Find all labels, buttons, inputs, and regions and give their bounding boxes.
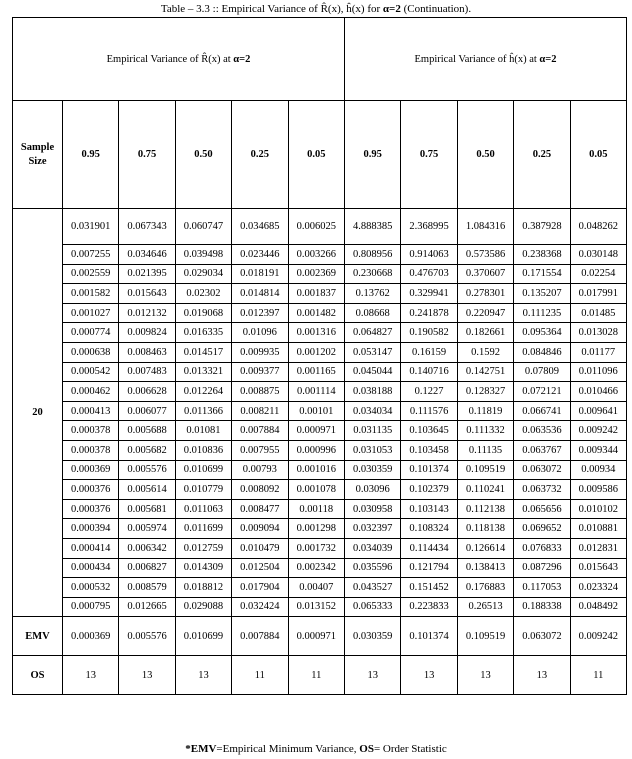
header-left-at: at	[220, 53, 234, 65]
emv-cell: 0.000971	[288, 617, 344, 656]
table-cell: 0.118138	[457, 519, 513, 539]
table-cell: 0.063767	[514, 440, 570, 460]
table-cell: 0.000774	[63, 323, 119, 343]
caption-alpha: α=2	[382, 3, 401, 15]
table-row	[13, 597, 627, 617]
table-row	[13, 499, 627, 519]
table-cell: 0.034685	[232, 209, 288, 245]
table-cell: 0.000971	[288, 421, 344, 441]
header-right-title: Empirical Variance of	[414, 53, 510, 65]
table-cell: 0.914063	[401, 245, 457, 265]
table-row	[13, 558, 627, 578]
sample-size-value: 20	[13, 209, 63, 617]
table-cell: 0.009824	[119, 323, 175, 343]
header-right-at: at	[526, 53, 540, 65]
table-cell: 0.031053	[345, 440, 401, 460]
table-cell: 0.102379	[401, 480, 457, 500]
table-cell: 0.002369	[288, 264, 344, 284]
table-cell: 0.034646	[119, 245, 175, 265]
table-cell: 0.010699	[175, 460, 231, 480]
table-cell: 0.009935	[232, 342, 288, 362]
table-cell: 0.029034	[175, 264, 231, 284]
table-cell: 0.007255	[63, 245, 119, 265]
table-cell: 0.223833	[401, 597, 457, 617]
table-cell: 0.014814	[232, 284, 288, 304]
table-cell: 0.220947	[457, 303, 513, 323]
table-cell: 0.013152	[288, 597, 344, 617]
table-cell: 0.142751	[457, 362, 513, 382]
table-cell: 0.048262	[570, 209, 626, 245]
table-cell: 0.060747	[175, 209, 231, 245]
table-cell: 0.190582	[401, 323, 457, 343]
table-row	[13, 284, 627, 304]
sample-size-line-1: Sample	[20, 141, 55, 153]
caption-prefix: Table – 3.3 :: Empirical Variance of	[160, 3, 321, 15]
table-cell: 0.009344	[570, 440, 626, 460]
table-cell: 0.329941	[401, 284, 457, 304]
table-cell: 0.001114	[288, 382, 344, 402]
table-cell: 0.065656	[514, 499, 570, 519]
table-cell: 0.010836	[175, 440, 231, 460]
os-cell: 13	[63, 656, 119, 695]
table-row	[13, 421, 627, 441]
os-row	[13, 656, 627, 695]
table-cell: 0.008092	[232, 480, 288, 500]
footnote	[0, 742, 632, 756]
table-cell: 0.012397	[232, 303, 288, 323]
table-cell: 0.008463	[119, 342, 175, 362]
table-cell: 0.573586	[457, 245, 513, 265]
table-cell: 0.038188	[345, 382, 401, 402]
table-cell: 0.140716	[401, 362, 457, 382]
table-cell: 0.012759	[175, 538, 231, 558]
table-cell: 0.015643	[119, 284, 175, 304]
table-cell: 0.171554	[514, 264, 570, 284]
table-cell: 0.011063	[175, 499, 231, 519]
table-cell: 0.808956	[345, 245, 401, 265]
table-cell: 0.001298	[288, 519, 344, 539]
table-cell: 0.000532	[63, 578, 119, 598]
emv-cell: 0.101374	[401, 617, 457, 656]
table-cell: 0.103143	[401, 499, 457, 519]
table-row	[13, 209, 627, 245]
table-row	[13, 401, 627, 421]
emv-cell: 0.000369	[63, 617, 119, 656]
table-cell: 0.00934	[570, 460, 626, 480]
table-cell: 0.008579	[119, 578, 175, 598]
table-cell: 0.02302	[175, 284, 231, 304]
table-cell: 0.010779	[175, 480, 231, 500]
table-cell: 0.012665	[119, 597, 175, 617]
table-cell: 0.006077	[119, 401, 175, 421]
table-cell: 0.103645	[401, 421, 457, 441]
table-cell: 0.370607	[457, 264, 513, 284]
header-right-symbol: ĥ(x)	[509, 53, 527, 65]
table-row	[13, 519, 627, 539]
column-header: 0.25	[514, 101, 570, 209]
table-cell: 0.08668	[345, 303, 401, 323]
table-row	[13, 480, 627, 500]
table-cell: 0.063732	[514, 480, 570, 500]
table-cell: 0.000996	[288, 440, 344, 460]
table-cell: 0.001316	[288, 323, 344, 343]
caption-r-symbol: R̂(x)	[320, 3, 341, 15]
column-header: 0.50	[457, 101, 513, 209]
caption-mid: ,	[340, 3, 347, 15]
table-cell: 0.012504	[232, 558, 288, 578]
table-cell: 0.00407	[288, 578, 344, 598]
table-cell: 0.000795	[63, 597, 119, 617]
table-cell: 0.005974	[119, 519, 175, 539]
caption-suffix: (Continuation).	[400, 3, 472, 15]
table-cell: 0.03096	[345, 480, 401, 500]
header-right-alpha: α=2	[539, 53, 557, 65]
table-cell: 0.114434	[401, 538, 457, 558]
table-caption	[0, 2, 632, 16]
footnote-emv-term: *EMV	[185, 743, 217, 755]
table-row	[13, 382, 627, 402]
table-cell: 0.017904	[232, 578, 288, 598]
table-cell: 0.111576	[401, 401, 457, 421]
table-cell: 0.128327	[457, 382, 513, 402]
table-cell: 0.110241	[457, 480, 513, 500]
table-cell: 0.005688	[119, 421, 175, 441]
table-cell: 0.018812	[175, 578, 231, 598]
table-cell: 0.26513	[457, 597, 513, 617]
header-left-title: Empirical Variance of	[106, 53, 202, 65]
table-cell: 0.000542	[63, 362, 119, 382]
table-row	[13, 245, 627, 265]
table-cell: 0.064827	[345, 323, 401, 343]
os-cell: 13	[175, 656, 231, 695]
os-cell: 11	[288, 656, 344, 695]
table-cell: 0.000376	[63, 480, 119, 500]
table-cell: 0.278301	[457, 284, 513, 304]
table-cell: 0.002342	[288, 558, 344, 578]
table-cell: 0.008477	[232, 499, 288, 519]
sample-size-header	[13, 101, 63, 209]
table-cell: 0.00101	[288, 401, 344, 421]
table-cell: 0.010102	[570, 499, 626, 519]
column-header: 0.05	[570, 101, 626, 209]
table-cell: 0.00118	[288, 499, 344, 519]
table-cell: 0.011699	[175, 519, 231, 539]
table-cell: 0.005614	[119, 480, 175, 500]
table-cell: 0.138413	[457, 558, 513, 578]
table-body	[13, 209, 627, 617]
os-cell: 13	[119, 656, 175, 695]
table-cell: 0.01081	[175, 421, 231, 441]
table-cell: 0.000376	[63, 499, 119, 519]
table-cell: 0.008875	[232, 382, 288, 402]
table-cell: 0.01177	[570, 342, 626, 362]
table-cell: 2.368995	[401, 209, 457, 245]
table-cell: 0.002559	[63, 264, 119, 284]
table-row	[13, 578, 627, 598]
table-cell: 0.176883	[457, 578, 513, 598]
table-cell: 0.109519	[457, 460, 513, 480]
table-row	[13, 538, 627, 558]
table-cell: 0.063072	[514, 460, 570, 480]
table-cell: 0.084846	[514, 342, 570, 362]
emv-cell: 0.007884	[232, 617, 288, 656]
table-cell: 0.019068	[175, 303, 231, 323]
table-cell: 0.030148	[570, 245, 626, 265]
table-cell: 0.000462	[63, 382, 119, 402]
table-cell: 0.000394	[63, 519, 119, 539]
table-cell: 0.005576	[119, 460, 175, 480]
table-cell: 0.072121	[514, 382, 570, 402]
table-cell: 0.001837	[288, 284, 344, 304]
table-cell: 0.001582	[63, 284, 119, 304]
table-cell: 0.069652	[514, 519, 570, 539]
table-cell: 0.121794	[401, 558, 457, 578]
table-cell: 0.032397	[345, 519, 401, 539]
table-cell: 0.00793	[232, 460, 288, 480]
table-cell: 0.001016	[288, 460, 344, 480]
column-header: 0.05	[288, 101, 344, 209]
table-cell: 0.230668	[345, 264, 401, 284]
footnote-emv-text: =Empirical Minimum Variance,	[216, 743, 360, 755]
table-cell: 0.001165	[288, 362, 344, 382]
table-cell: 0.021395	[119, 264, 175, 284]
table-cell: 0.001202	[288, 342, 344, 362]
table-cell: 0.014517	[175, 342, 231, 362]
os-cell: 11	[570, 656, 626, 695]
column-header: 0.95	[63, 101, 119, 209]
table-cell: 0.013321	[175, 362, 231, 382]
os-cell: 13	[457, 656, 513, 695]
table-cell: 0.000638	[63, 342, 119, 362]
table-cell: 0.035596	[345, 558, 401, 578]
table-cell: 0.031901	[63, 209, 119, 245]
table-cell: 0.030958	[345, 499, 401, 519]
table-cell: 0.003266	[288, 245, 344, 265]
table-cell: 0.015643	[570, 558, 626, 578]
table-cell: 0.001732	[288, 538, 344, 558]
table-cell: 0.029088	[175, 597, 231, 617]
table-cell: 0.476703	[401, 264, 457, 284]
header-left-alpha: α=2	[233, 53, 251, 65]
table-cell: 0.009586	[570, 480, 626, 500]
caption-for: for	[364, 3, 383, 15]
table-row	[13, 264, 627, 284]
table-cell: 0.009094	[232, 519, 288, 539]
table-cell: 0.016335	[175, 323, 231, 343]
table-cell: 0.103458	[401, 440, 457, 460]
table-cell: 0.076833	[514, 538, 570, 558]
table-cell: 0.031135	[345, 421, 401, 441]
table-row	[13, 460, 627, 480]
table-cell: 0.008211	[232, 401, 288, 421]
header-row-2	[13, 101, 627, 209]
table-cell: 0.151452	[401, 578, 457, 598]
table-cell: 0.013028	[570, 323, 626, 343]
table-cell: 0.009641	[570, 401, 626, 421]
table-cell: 0.023446	[232, 245, 288, 265]
table-cell: 0.006342	[119, 538, 175, 558]
table-cell: 0.13762	[345, 284, 401, 304]
table-cell: 0.007483	[119, 362, 175, 382]
header-right	[345, 18, 627, 101]
table-cell: 0.066741	[514, 401, 570, 421]
table-cell: 0.012132	[119, 303, 175, 323]
table-cell: 0.009377	[232, 362, 288, 382]
table-cell: 0.014309	[175, 558, 231, 578]
table-cell: 0.007955	[232, 440, 288, 460]
os-cell: 13	[401, 656, 457, 695]
emv-cell: 0.009242	[570, 617, 626, 656]
table-cell: 0.135207	[514, 284, 570, 304]
sample-size-line-2: Size	[28, 155, 47, 167]
table-cell: 0.02254	[570, 264, 626, 284]
table-cell: 0.009242	[570, 421, 626, 441]
emv-cell: 0.010699	[175, 617, 231, 656]
column-header: 0.25	[232, 101, 288, 209]
table-cell: 0.000378	[63, 440, 119, 460]
caption-h-symbol: ĥ(x)	[346, 3, 365, 15]
header-left	[13, 18, 345, 101]
table-row	[13, 440, 627, 460]
table-row	[13, 323, 627, 343]
table-cell: 0.010881	[570, 519, 626, 539]
table-cell: 0.023324	[570, 578, 626, 598]
table-cell: 0.112138	[457, 499, 513, 519]
table-cell: 0.16159	[401, 342, 457, 362]
table-cell: 0.005682	[119, 440, 175, 460]
table-cell: 0.039498	[175, 245, 231, 265]
table-cell: 0.043527	[345, 578, 401, 598]
table-cell: 0.000414	[63, 538, 119, 558]
emv-row	[13, 617, 627, 656]
table-cell: 0.11819	[457, 401, 513, 421]
table-cell: 0.034039	[345, 538, 401, 558]
table-cell: 0.010479	[232, 538, 288, 558]
table-cell: 0.006025	[288, 209, 344, 245]
emv-cell: 0.063072	[514, 617, 570, 656]
table-cell: 0.012264	[175, 382, 231, 402]
os-cell: 13	[514, 656, 570, 695]
table-cell: 0.011366	[175, 401, 231, 421]
column-header: 0.95	[345, 101, 401, 209]
table-cell: 4.888385	[345, 209, 401, 245]
table-cell: 0.017991	[570, 284, 626, 304]
variance-table	[12, 17, 627, 695]
table-cell: 0.067343	[119, 209, 175, 245]
header-left-symbol: R̂(x)	[201, 53, 221, 65]
table-cell: 0.000378	[63, 421, 119, 441]
os-label: OS	[13, 656, 63, 695]
footnote-os-text: = Order Statistic	[373, 743, 447, 755]
table-cell: 0.108324	[401, 519, 457, 539]
column-header: 0.50	[175, 101, 231, 209]
os-cell: 13	[345, 656, 401, 695]
table-cell: 0.000434	[63, 558, 119, 578]
table-cell: 0.238368	[514, 245, 570, 265]
table-cell: 0.095364	[514, 323, 570, 343]
table-cell: 0.048492	[570, 597, 626, 617]
emv-cell: 0.109519	[457, 617, 513, 656]
emv-cell: 0.005576	[119, 617, 175, 656]
table-cell: 0.006628	[119, 382, 175, 402]
table-cell: 0.006827	[119, 558, 175, 578]
table-row	[13, 303, 627, 323]
table-cell: 0.117053	[514, 578, 570, 598]
table-cell: 0.012831	[570, 538, 626, 558]
table-row	[13, 362, 627, 382]
table-cell: 0.188338	[514, 597, 570, 617]
table-cell: 0.387928	[514, 209, 570, 245]
table-cell: 0.065333	[345, 597, 401, 617]
table-cell: 0.018191	[232, 264, 288, 284]
table-cell: 0.063536	[514, 421, 570, 441]
table-cell: 0.11135	[457, 440, 513, 460]
table-cell: 0.087296	[514, 558, 570, 578]
os-cell: 11	[232, 656, 288, 695]
table-cell: 0.01096	[232, 323, 288, 343]
table-cell: 0.030359	[345, 460, 401, 480]
table-cell: 0.007884	[232, 421, 288, 441]
table-cell: 0.005681	[119, 499, 175, 519]
header-row-1	[13, 18, 627, 101]
table-cell: 0.011096	[570, 362, 626, 382]
table-cell: 0.01485	[570, 303, 626, 323]
table-cell: 0.000369	[63, 460, 119, 480]
table-cell: 0.032424	[232, 597, 288, 617]
table-cell: 0.111235	[514, 303, 570, 323]
column-header: 0.75	[119, 101, 175, 209]
footnote-os-term: OS	[359, 743, 374, 755]
table-cell: 0.07809	[514, 362, 570, 382]
table-cell: 0.000413	[63, 401, 119, 421]
table-cell: 0.1592	[457, 342, 513, 362]
table-cell: 0.053147	[345, 342, 401, 362]
table-cell: 0.111332	[457, 421, 513, 441]
table-cell: 1.084316	[457, 209, 513, 245]
emv-label: EMV	[13, 617, 63, 656]
table-cell: 0.045044	[345, 362, 401, 382]
table-cell: 0.001482	[288, 303, 344, 323]
table-cell: 0.126614	[457, 538, 513, 558]
table-cell: 0.101374	[401, 460, 457, 480]
table-cell: 0.241878	[401, 303, 457, 323]
column-header: 0.75	[401, 101, 457, 209]
emv-cell: 0.030359	[345, 617, 401, 656]
table-cell: 0.001027	[63, 303, 119, 323]
table-cell: 0.001078	[288, 480, 344, 500]
table-cell: 0.010466	[570, 382, 626, 402]
table-cell: 0.034034	[345, 401, 401, 421]
table-cell: 0.182661	[457, 323, 513, 343]
table-cell: 0.1227	[401, 382, 457, 402]
table-row	[13, 342, 627, 362]
